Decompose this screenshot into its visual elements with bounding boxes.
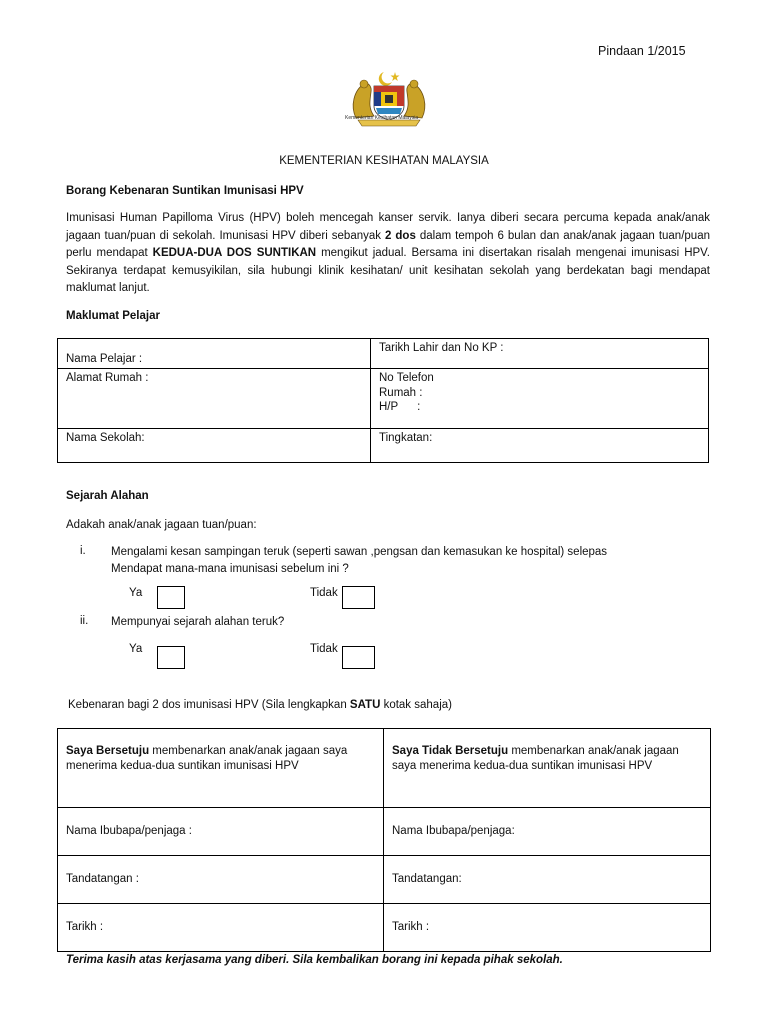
question-number: i. xyxy=(80,545,86,557)
question-text: Mempunyai sejarah alahan teruk? xyxy=(111,616,285,628)
phone-field[interactable]: No Telefon Rumah : H/P : xyxy=(371,369,709,429)
yes-checkbox[interactable] xyxy=(157,586,185,609)
school-name-field[interactable]: Nama Sekolah: xyxy=(58,429,371,463)
signature-field-agree[interactable]: Tandatangan : xyxy=(58,856,384,904)
form-level-field[interactable]: Tingkatan: xyxy=(371,429,709,463)
allergy-history-title: Sejarah Alahan xyxy=(66,490,149,502)
intro-paragraph: Imunisasi Human Papilloma Virus (HPV) boleh mencegah kanser servik. Ianya diberi secara percuma kepada anak/anak jagaan tuan/puan di sekolah. Imunisasi HPV diberi sebanyak 2 dos dalam tempoh 6 bulan dan anak/anak jagaan tuan/puan perlu mendapat KEDUA-DUA DOS SUNTIKAN mengikut jadual. Bersama ini disertakan risalah mengenai imunisasi HPV. Sekiranya terdapat kemusyikilan, sila hubungi klinik kesihatan/ unit kesihatan sekolah yang berdekatan bagi mendapat maklumat lanjut. xyxy=(66,212,710,295)
yes-checkbox[interactable] xyxy=(157,646,185,669)
allergy-question: Adakah anak/anak jagaan tuan/puan: xyxy=(66,519,257,531)
signature-field-disagree[interactable]: Tandatangan: xyxy=(384,856,711,904)
date-field-agree[interactable]: Tarikh : xyxy=(58,904,384,952)
home-address-field[interactable]: Alamat Rumah : xyxy=(58,369,371,429)
question-number: ii. xyxy=(80,615,89,627)
no-checkbox[interactable] xyxy=(342,646,375,669)
parent-name-field-disagree[interactable]: Nama Ibubapa/penjaga: xyxy=(384,808,711,856)
student-name-field[interactable]: Nama Pelajar : xyxy=(58,339,371,369)
disagree-option-box[interactable]: Saya Tidak Bersetuju membenarkan anak/anak jagaan saya menerima kedua-dua suntikan imunisasi HPV xyxy=(384,729,711,808)
student-info-table xyxy=(57,338,709,463)
birth-date-ic-field[interactable]: Tarikh Lahir dan No KP : xyxy=(371,339,709,369)
no-label: Tidak xyxy=(310,643,338,655)
consent-table xyxy=(57,728,711,952)
ministry-heading: KEMENTERIAN KESIHATAN MALAYSIA xyxy=(279,155,489,167)
amendment-number: Pindaan 1/2015 xyxy=(598,44,686,58)
agree-option-box[interactable]: Saya Bersetuju membenarkan anak/anak jagaan saya menerima kedua-dua suntikan imunisasi HPV xyxy=(58,729,384,808)
date-field-disagree[interactable]: Tarikh : xyxy=(384,904,711,952)
student-info-title: Maklumat Pelajar xyxy=(66,310,160,322)
no-checkbox[interactable] xyxy=(342,586,375,609)
form-title: Borang Kebenaran Suntikan Imunisasi HPV xyxy=(66,185,304,197)
logo-caption: Kementerian Kesihatan Malaysia xyxy=(345,115,419,121)
yes-label: Ya xyxy=(129,643,143,655)
no-label: Tidak xyxy=(310,587,338,599)
yes-label: Ya xyxy=(129,587,143,599)
consent-instruction: Kebenaran bagi 2 dos imunisasi HPV (Sila lengkapkan SATU kotak sahaja) xyxy=(68,699,452,711)
footer-note: Terima kasih atas kerjasama yang diberi. Sila kembalikan borang ini kepada pihak sekolah. xyxy=(66,954,563,966)
question-text: Mengalami kesan sampingan teruk (seperti sawan ,pengsan dan kemasukan ke hospital) selepas Mendapat mana-mana imunisasi sebelum ini ? xyxy=(111,546,608,575)
parent-name-field-agree[interactable]: Nama Ibubapa/penjaga : xyxy=(58,808,384,856)
